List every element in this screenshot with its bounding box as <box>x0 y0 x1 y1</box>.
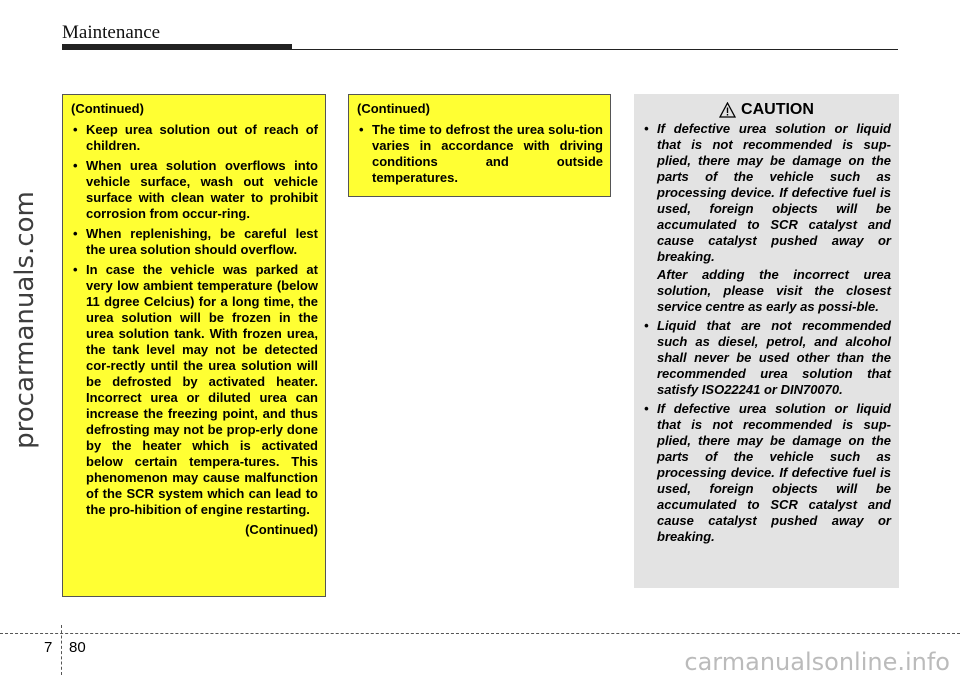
continued-label-bottom: (Continued) <box>245 522 318 537</box>
list-item <box>642 121 891 315</box>
side-watermark-text: procarmanuals.com <box>10 191 41 449</box>
notice-list <box>71 122 318 518</box>
caution-title: CAUTION <box>741 101 814 118</box>
footer-divider <box>61 625 62 675</box>
list-item: • When replenishing, be careful lest the urea solution should overflow. <box>71 226 318 258</box>
page-header-title: Maintenance <box>62 22 161 43</box>
header-rule-thin <box>62 49 898 50</box>
footer-watermark: carmanualsonline.info <box>684 648 950 676</box>
notice-list <box>357 122 603 186</box>
list-item: • In case the vehicle was parked at very low ambient temperature (below 11 dgree Celcius) for a long time, the urea solution will be frozen in the urea solution tank. With frozen urea, the tank level may not be detected cor-rectly until the urea solution will be defrosted by activated heater. Incorrect urea or diluted urea can increase the freezing point, and thus defrosting may not be prop-erly done by the heater which is activated below certain tempera-tures. This phenomenon may cause malfunction of the SCR system which can lead to the pro-hibition of engine restarting. <box>71 262 318 518</box>
side-watermark <box>2 170 48 470</box>
caution-heading <box>642 102 891 118</box>
continued-label: (Continued) <box>71 101 144 116</box>
caution-box <box>634 94 899 588</box>
page-number: 80 <box>69 639 86 656</box>
list-item: • When urea solution overflows into vehicle surface, wash out vehicle surface with clean water to prohibit corrosion from occur-ring. <box>71 158 318 222</box>
list-item: • Keep urea solution out of reach of children. <box>71 122 318 154</box>
chapter-number: 7 <box>44 639 53 656</box>
notice-box-left <box>62 94 326 597</box>
list-item: • The time to defrost the urea solu-tion varies in accordance with driving conditions and outside temperatures. <box>357 122 603 186</box>
caution-list <box>642 121 891 545</box>
list-item: • If defective urea solution or liquid that is not recommended is sup-plied, there may be damage on the parts of the vehicle such as processing device. If defective fuel is used, foreign objects will be accumulated to SCR catalyst and cause catalyst pushed away or breaking. <box>642 401 891 545</box>
notice-box-middle <box>348 94 611 197</box>
list-item: • Liquid that are not recommended such as diesel, petrol, and alcohol shall never be used other than the recommended urea solution that satisfy ISO22241 or DIN70070. <box>642 318 891 398</box>
warning-triangle-icon <box>719 102 736 118</box>
continued-label: (Continued) <box>357 101 430 116</box>
footer-rule <box>0 633 960 634</box>
caution-sub-paragraph: After adding the incorrect urea solution, please visit the closest service centre as early as possi-ble. <box>657 267 891 314</box>
caution-bullet-text: If defective urea solution or liquid that is not recommended is sup-plied, there may be damage on the parts of the vehicle such as processing device. If defective fuel is used, foreign objects will be accumulated to SCR catalyst and cause catalyst pushed away or breaking. <box>657 121 891 264</box>
